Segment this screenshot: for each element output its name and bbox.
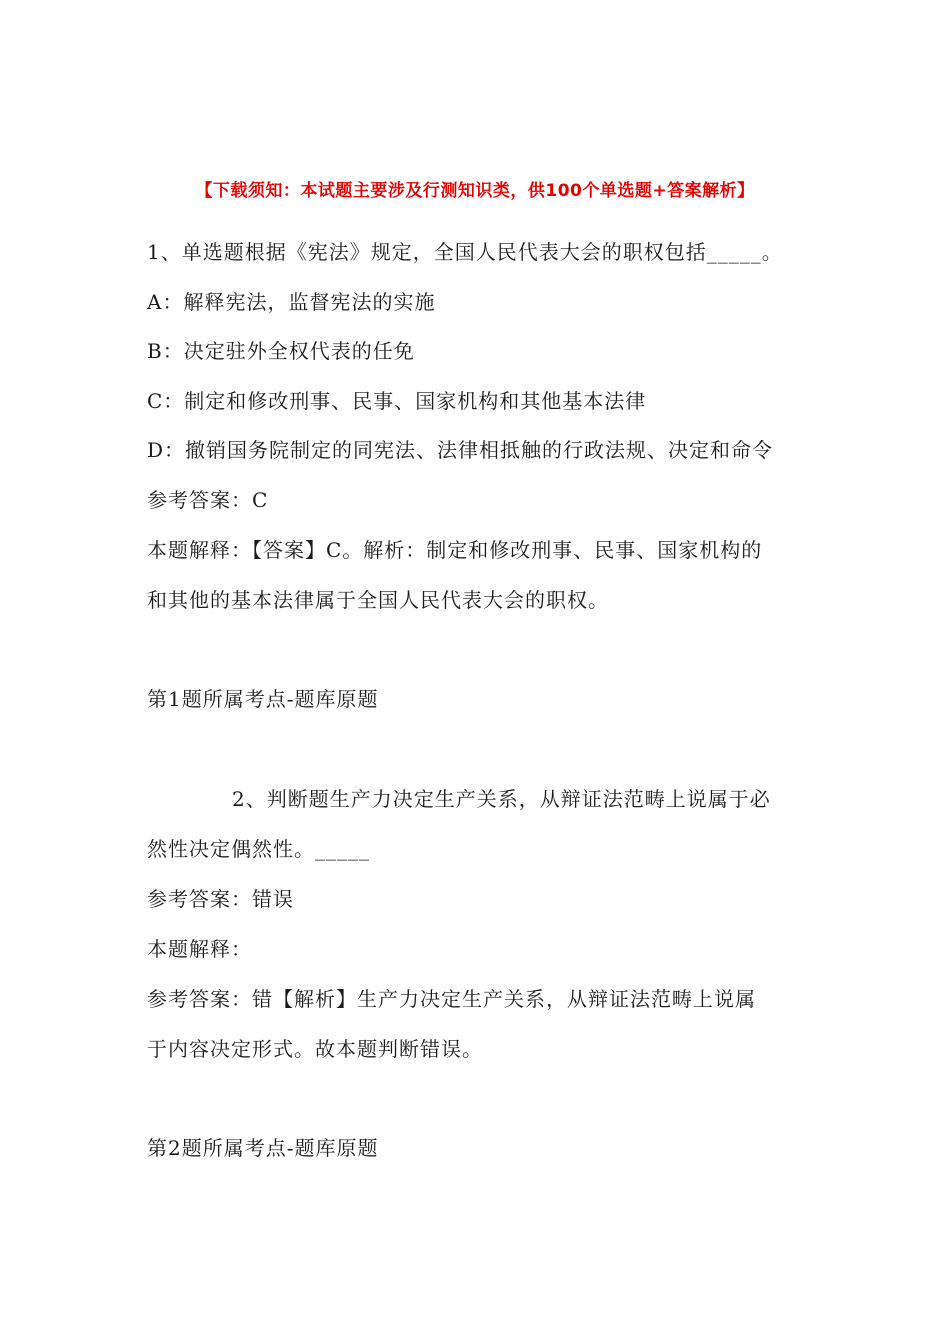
q2-answer: 参考答案：错误 bbox=[147, 887, 294, 911]
q1-stem: 1、单选题根据《宪法》规定，全国人民代表大会的职权包括_____。 bbox=[147, 240, 783, 264]
q2-explanation-label: 本题解释： bbox=[147, 937, 252, 961]
q1-knowledge-point: 第1题所属考点-题库原题 bbox=[147, 687, 379, 711]
q1-option-b: B：决定驻外全权代表的任免 bbox=[147, 339, 415, 363]
q2-knowledge-point: 第2题所属考点-题库原题 bbox=[147, 1136, 379, 1160]
q2-explanation-line-2: 于内容决定形式。故本题判断错误。 bbox=[147, 1037, 483, 1061]
q1-explanation-line-2: 和其他的基本法律属于全国人民代表大会的职权。 bbox=[147, 588, 609, 612]
q1-option-d: D：撤销国务院制定的同宪法、法律相抵触的行政法规、决定和命令 bbox=[147, 438, 774, 462]
q2-stem-line-2: 然性决定偶然性。_____ bbox=[147, 837, 370, 861]
q1-explanation-line-1: 本题解释：【答案】C。解析：制定和修改刑事、民事、国家机构的 bbox=[147, 538, 763, 562]
download-notice: 【下载须知：本试题主要涉及行测知识类，供100个单选题+答案解析】 bbox=[195, 181, 755, 201]
q2-stem-line-1: 2、判断题生产力决定生产关系，从辩证法范畴上说属于必 bbox=[232, 787, 771, 811]
q2-explanation-line-1: 参考答案：错【解析】生产力决定生产关系，从辩证法范畴上说属 bbox=[147, 987, 756, 1011]
q1-option-c: C：制定和修改刑事、民事、国家机构和其他基本法律 bbox=[147, 389, 647, 413]
q1-option-a: A：解释宪法，监督宪法的实施 bbox=[147, 290, 436, 314]
q1-answer: 参考答案：C bbox=[147, 488, 269, 512]
